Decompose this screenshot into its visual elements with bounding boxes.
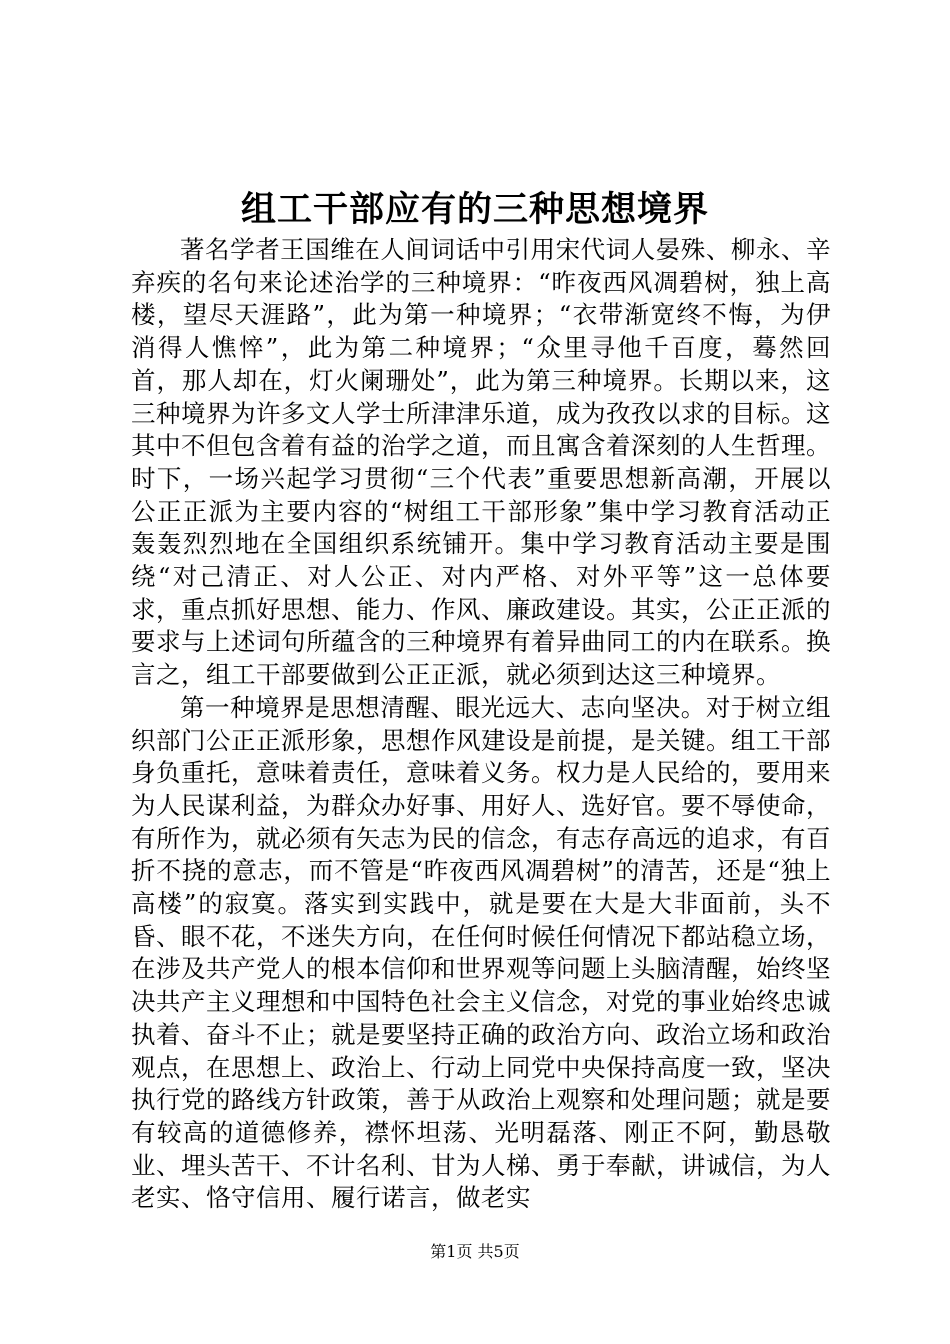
paragraph-first-realm: 第一种境界是思想清醒、眼光远大、志向坚决。对于树立组织部门公正正派形象，思想作风建设是前提，是关键。组工干部身负重托，意味着责任，意味着义务。权力是人民给的，要用来为人民谋利益，为群众办好事、用好人、选好官。要不辱使命，有所作为，就必须有矢志为民的信念，有志存高远的追求，有百折不挠的意志，而不管是“昨夜西风凋碧树”的清苦，还是“独上高楼”的寂寞。落实到实践中，就是要在大是大非面前，头不昏、眼不花，不迷失方向，在任何时候任何情况下都站稳立场，在涉及共产党人的根本信仰和世界观等问题上头脑清醒，始终坚决共产主义理想和中国特色社会主义信念，对党的事业始终忠诚执着、奋斗不止；就是要坚持正确的政治方向、政治立场和政治观点，在思想上、政治上、行动上同党中央保持高度一致，坚决执行党的路线方针政策，善于从政治上观察和处理问题；就是要有较高的道德修养，襟怀坦荡、光明磊落、刚正不阿，勤恳敬业、埋头苦干、不计名利、甘为人梯、勇于奉献，讲诚信，为人老实、恪守信用、履行诺言，做老实 bbox=[131, 692, 831, 1213]
document-body bbox=[131, 234, 831, 1215]
document-title: 组工干部应有的三种思想境界 bbox=[240, 189, 709, 230]
page-footer: 第1页 共5页 bbox=[430, 1242, 520, 1261]
paragraph-intro: 著名学者王国维在人间词话中引用宋代词人晏殊、柳永、辛弃疾的名句来论述治学的三种境界：“昨夜西风凋碧树，独上高楼，望尽天涯路”，此为第一种境界；“衣带渐宽终不悔，为伊消得人憔悴”，此为第二种境界；“众里寻他千百度，蓦然回首，那人却在，灯火阑珊处”，此为第三种境界。长期以来，这三种境界为许多文人学士所津津乐道，成为孜孜以求的目标。这其中不但包含着有益的治学之道，而且寓含着深刻的人生哲理。时下，一场兴起学习贯彻“三个代表”重要思想新高潮，开展以公正正派为主要内容的“树组工干部形象”集中学习教育活动正轰轰烈烈地在全国组织系统铺开。集中学习教育活动主要是围绕“对己清正、对人公正、对内严格、对外平等”这一总体要求，重点抓好思想、能力、作风、廉政建设。其实，公正正派的要求与上述词句所蕴含的三种境界有着异曲同工的内在联系。换言之，组工干部要做到公正正派，就必须到达这三种境界。 bbox=[131, 235, 831, 690]
